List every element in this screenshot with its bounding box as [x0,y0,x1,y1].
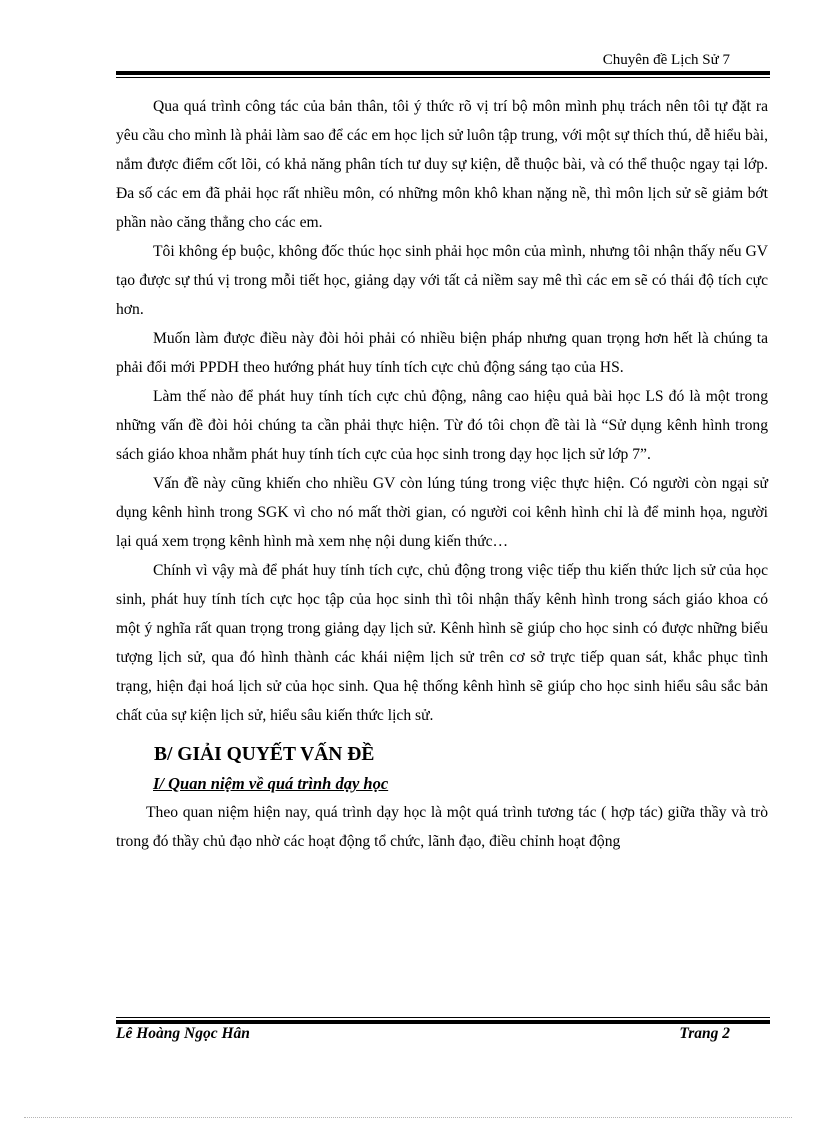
paragraph-6: Chính vì vậy mà để phát huy tính tích cực, chủ động trong việc tiếp thu kiến thức lịch sử của học sinh, phát huy tính tích cực học tập của học sinh thì tôi nhận thấy kênh hình trong sách giáo khoa có một ý nghĩa rất quan trọng trong giảng dạy lịch sử. Kênh hình sẽ giúp cho học sinh có được những biểu tượng lịch sử, qua đó hình thành các khái niệm lịch sử trên cơ sở trực tiếp quan sát, khắc phục tình trạng, hiện đại hoá lịch sử của học sinh. Qua hệ thống kênh hình sẽ giúp cho học sinh hiểu sâu sắc bản chất của sự kiện lịch sử, hiểu sâu kiến thức lịch sử. [116,562,768,724]
section-heading: B/ GIẢI QUYẾT VẤN ĐỀ [154,744,375,765]
paragraph-7: Theo quan niệm hiện nay, quá trình dạy học là một quá trình tương tác ( hợp tác) giữa thầy và trò trong đó thầy chủ đạo nhờ các hoạt động tổ chức, lãnh đạo, điều chỉnh hoạt động [116,804,768,850]
paragraph-2: Tôi không ép buộc, không đốc thúc học sinh phải học môn của mình, nhưng tôi nhận thấy nếu GV tạo được sự thú vị trong mỗi tiết học, giảng dạy với tất cả niềm say mê thì các em sẽ có thái độ tích cực hơn. [116,243,768,318]
paragraph-5: Vấn đề này cũng khiến cho nhiều GV còn lúng túng trong việc thực hiện. Có người còn ngại sử dụng kênh hình trong SGK vì cho nó mất thời gian, có người coi kênh hình chỉ là để minh họa, người lại quá xem trọng kênh hình mà xem nhẹ nội dung kiến thức… [116,475,768,550]
paragraph-4: Làm thế nào để phát huy tính tích cực chủ động, nâng cao hiệu quả bài học LS đó là một trong những vấn đề đòi hỏi chúng ta cần phải thực hiện. Từ đó tôi chọn đề tài là “Sử dụng kênh hình trong sách giáo khoa nhằm phát huy tính tích cực của học sinh trong dạy học lịch sử lớp 7”. [116,388,768,463]
document-body [116,92,768,856]
footer-rule-thick [116,1020,770,1024]
paragraph-3: Muốn làm được điều này đòi hỏi phải có nhiều biện pháp nhưng quan trọng hơn hết là chúng ta phải đổi mới PPDH theo hướng phát huy tính tích cực chủ động sáng tạo của HS. [116,330,768,376]
header-rule-thin [116,77,770,78]
footer-page-number: Trang 2 [679,1025,730,1042]
sub-heading: I/ Quan niệm về quá trình dạy học [153,774,389,793]
header-rule-thick [116,71,770,75]
header-title: Chuyên đề Lịch Sử 7 [602,52,730,68]
paragraph-1: Qua quá trình công tác của bản thân, tôi ý thức rõ vị trí bộ môn mình phụ trách nên tôi tự đặt ra yêu cầu cho mình là phải làm sao để các em học lịch sử luôn tập trung, với một sự thích thú, dễ hiểu bài, nắm được điểm cốt lõi, có khả năng phân tích tư duy sự kiện, dễ thuộc bài, và có thể thuộc ngay tại lớp. Đa số các em đã phải học rất nhiều môn, có những môn khô khan nặng nề, thì môn lịch sử sẽ giảm bớt phần nào căng thẳng cho các em. [116,98,768,231]
footer-author: Lê Hoàng Ngọc Hân [116,1025,250,1042]
page-edge-dotted-line [24,1117,792,1118]
footer-rule-thin [116,1017,770,1018]
